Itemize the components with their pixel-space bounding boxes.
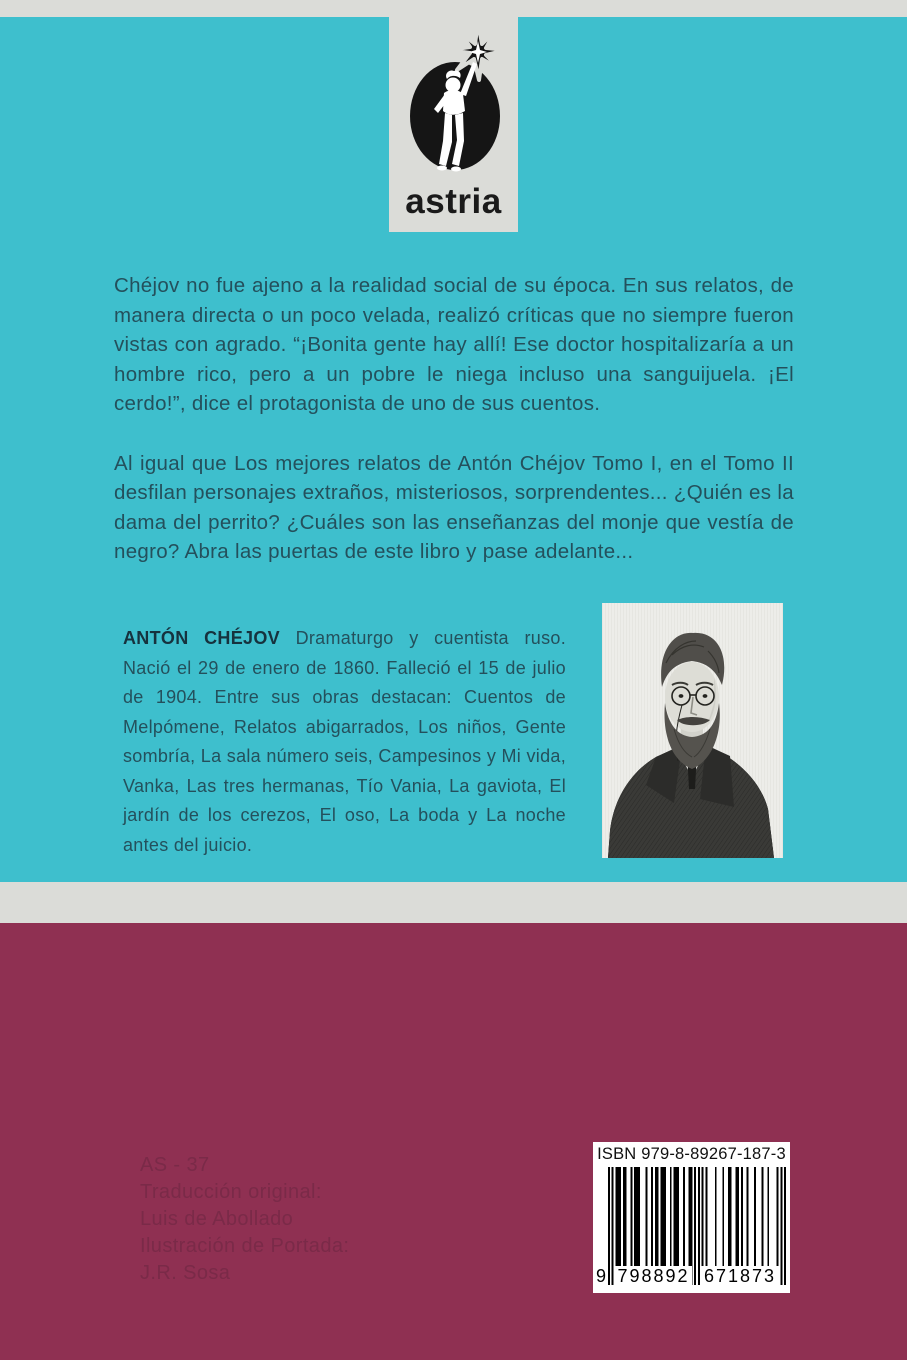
barcode-digit-group-2: 671873: [701, 1266, 779, 1287]
ean13-barcode: [595, 1167, 786, 1286]
publisher-name: astria: [405, 182, 502, 221]
credit-line: Traducción original:: [140, 1181, 322, 1203]
footer-credits: [140, 1152, 349, 1287]
credit-line: Ilustración de Portada:: [140, 1235, 350, 1257]
cover-paragraph-1: Chéjov no fue ajeno a la realidad social de su época. En sus relatos, de manera directa o un poco velada, realizó críticas que no siempre fueron vistas con agrado. “¡Bonita gente hay allí! Ese doctor hospitalizaría a un hombre rico, pero a un pobre le niega incluso una sanguijuela. ¡El cerdo!”, dice el protagonista de uno de sus cuentos.: [114, 274, 794, 415]
barcode-digit-lead: 9: [595, 1266, 606, 1286]
credit-line: AS - 37: [140, 1154, 210, 1176]
gray-divider-band: [0, 882, 907, 923]
credit-line: J.R. Sosa: [140, 1262, 231, 1284]
author-bio-text: Dramaturgo y cuentista ruso. Nació el 29 de enero de 1860. Falleció el 15 de julio de 1904. Entre sus obras destacan: Cuentos de Melpómene, Relatos abigarrados, Los niños, Gente sombría, La sala número seis, Campesinos y Mi vida, Vanka, Las tres hermanas, Tío Vania, La gaviota, El jardín de los cerezos, El oso, La boda y La noche antes del juicio.: [123, 628, 566, 855]
author-name: ANTÓN CHÉJOV: [123, 628, 280, 648]
barcode-digit-group-1: 798892: [615, 1266, 692, 1287]
author-portrait: [602, 603, 783, 858]
publisher-logo-box: [389, 0, 518, 232]
credit-line: Luis de Abollado: [140, 1208, 294, 1230]
isbn-barcode-box: [593, 1142, 790, 1293]
cover-copy: [114, 271, 794, 597]
cover-paragraph-2: Al igual que Los mejores relatos de Antón Chéjov Tomo I, en el Tomo II desfilan personajes extraños, misteriosos, sorprendentes... ¿Quién es la dama del perrito? ¿Cuáles son las enseñanzas del monje que vestía de negro? Abra las puertas de este libro y pase adelante...: [114, 451, 794, 563]
isbn-label: ISBN 979-8-89267-187-3: [597, 1145, 786, 1163]
author-bio: [123, 624, 566, 860]
child-reaching-star-icon: [389, 8, 518, 186]
